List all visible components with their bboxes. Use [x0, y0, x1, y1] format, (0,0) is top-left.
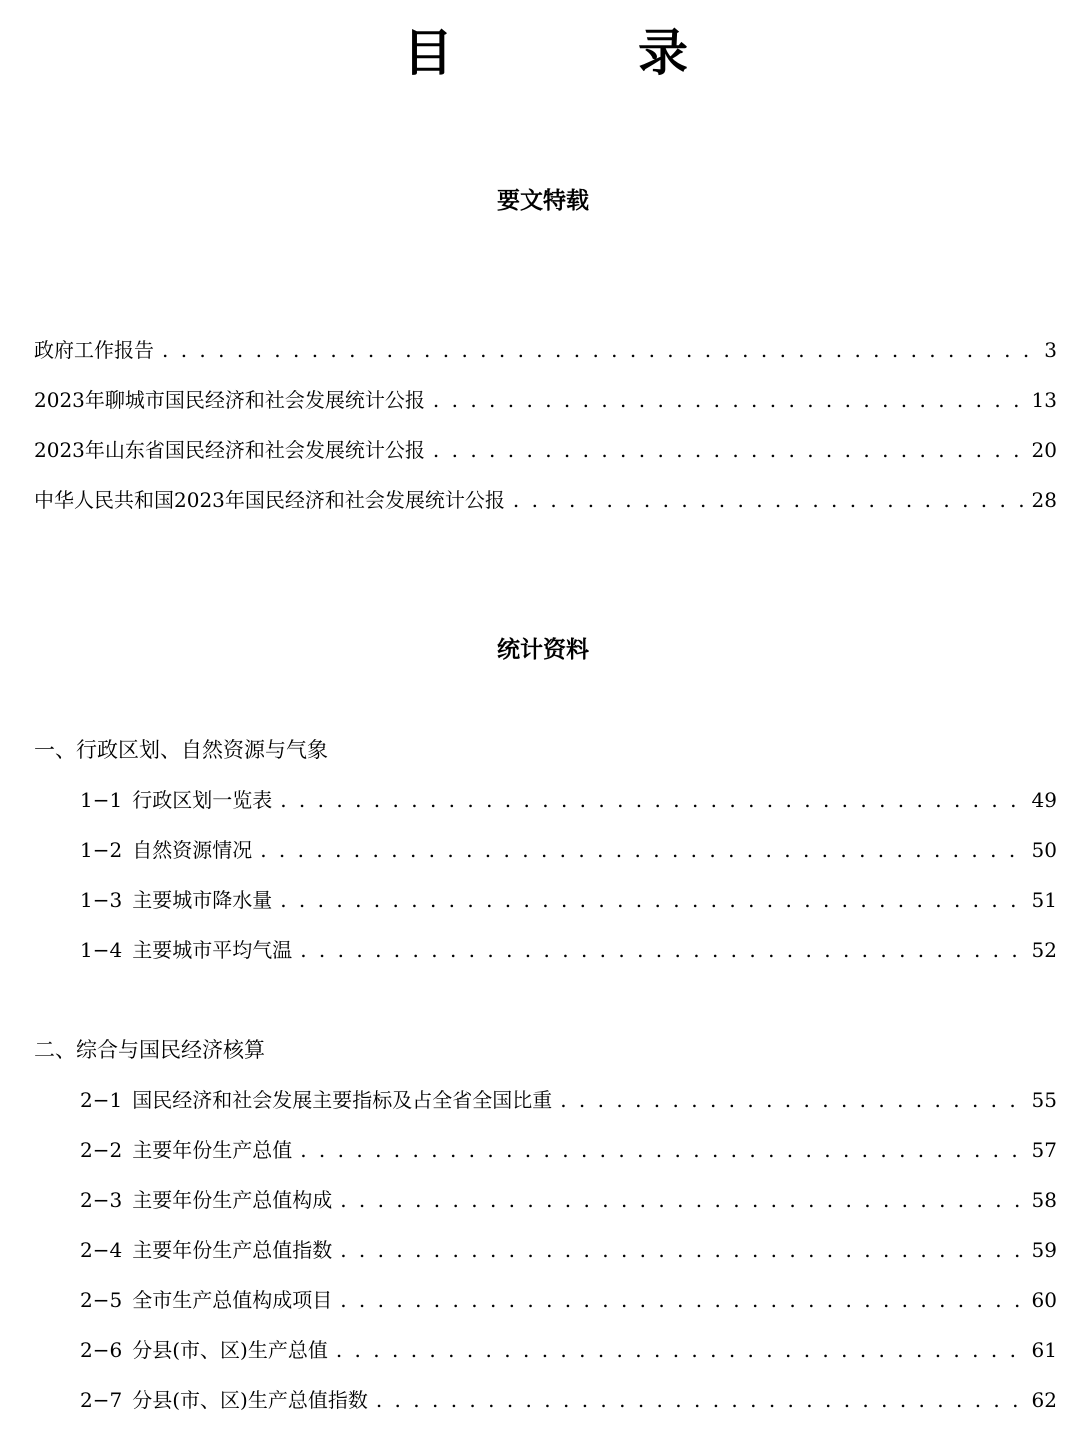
toc-entry[interactable] [80, 1335, 1057, 1365]
toc-entry-page: 58 [1031, 1188, 1057, 1212]
toc-entry-number: 2−4 [80, 1238, 123, 1262]
toc-entry-page: 61 [1031, 1338, 1057, 1362]
toc-entry[interactable] [80, 1185, 1057, 1215]
toc-entry-number: 1−1 [80, 788, 123, 812]
toc-entry-page: 20 [1031, 438, 1057, 462]
dot-leader [376, 1385, 1026, 1415]
toc-entry[interactable] [80, 785, 1057, 815]
toc-entry-number: 2−3 [80, 1188, 123, 1212]
toc-entry[interactable] [80, 1085, 1057, 1115]
toc-entry-label: 2023年聊城市国民经济和社会发展统计公报 [34, 388, 425, 412]
toc-entry-number: 1−4 [80, 938, 123, 962]
toc-entry-page: 28 [1031, 488, 1057, 512]
dot-leader [513, 485, 1026, 515]
toc-entry-label: 中华人民共和国2023年国民经济和社会发展统计公报 [34, 488, 505, 512]
page-title-char-1: 目 [403, 24, 453, 82]
toc-entry[interactable] [80, 1235, 1057, 1265]
toc-entry[interactable] [80, 835, 1057, 865]
toc-entry-page: 50 [1031, 838, 1057, 862]
toc-entry[interactable] [80, 1285, 1057, 1315]
toc-entry-page: 60 [1031, 1288, 1057, 1312]
toc-entry[interactable] [80, 1385, 1057, 1415]
group-heading: 二、综合与国民经济核算 [34, 1038, 265, 1062]
toc-entry-number: 1−3 [80, 888, 123, 912]
toc-entry-page: 51 [1031, 888, 1057, 912]
toc-entry-number: 2−5 [80, 1288, 123, 1312]
toc-entry-label: 行政区划一览表 [132, 788, 273, 812]
toc-entry-number: 2−7 [80, 1388, 123, 1412]
toc-entry-number: 2−6 [80, 1338, 123, 1362]
toc-entry[interactable] [80, 935, 1057, 965]
section-heading-featured: 要文特载 [497, 188, 589, 214]
dot-leader [560, 1085, 1025, 1115]
toc-entry[interactable] [80, 1135, 1057, 1165]
dot-leader [280, 885, 1025, 915]
toc-entry-page: 49 [1031, 788, 1057, 812]
dot-leader [300, 935, 1025, 965]
toc-entry-label: 主要年份生产总值构成 [132, 1188, 333, 1212]
toc-entry-label: 分县(市、区)生产总值指数 [132, 1388, 368, 1412]
toc-entry-label: 全市生产总值构成项目 [132, 1288, 333, 1312]
toc-entry-label: 自然资源情况 [132, 838, 253, 862]
dot-leader [260, 835, 1025, 865]
toc-entry[interactable] [34, 385, 1057, 415]
toc-entry-label: 国民经济和社会发展主要指标及占全省全国比重 [132, 1088, 553, 1112]
toc-entry-page: 13 [1031, 388, 1057, 412]
dot-leader [300, 1135, 1025, 1165]
toc-entry[interactable] [34, 335, 1057, 365]
group-heading: 一、行政区划、自然资源与气象 [34, 738, 328, 762]
toc-entry-page: 62 [1031, 1388, 1057, 1412]
dot-leader [340, 1235, 1025, 1265]
dot-leader [336, 1335, 1026, 1365]
section-heading-statistics: 统计资料 [497, 637, 589, 663]
toc-entry-number: 1−2 [80, 838, 123, 862]
toc-entry[interactable] [34, 485, 1057, 515]
toc-entry-label: 政府工作报告 [34, 338, 154, 362]
toc-entry-number: 2−2 [80, 1138, 123, 1162]
toc-entry-label: 主要城市降水量 [132, 888, 273, 912]
dot-leader [433, 385, 1026, 415]
toc-entry-label: 主要年份生产总值 [132, 1138, 293, 1162]
toc-entry-page: 59 [1031, 1238, 1057, 1262]
toc-entry-label: 分县(市、区)生产总值 [132, 1338, 328, 1362]
toc-entry[interactable] [34, 435, 1057, 465]
dot-leader [340, 1185, 1025, 1215]
dot-leader [340, 1285, 1025, 1315]
toc-entry-page: 55 [1031, 1088, 1057, 1112]
dot-leader [280, 785, 1025, 815]
dot-leader [433, 435, 1026, 465]
toc-entry-page: 3 [1044, 338, 1057, 362]
toc-entry-label: 2023年山东省国民经济和社会发展统计公报 [34, 438, 425, 462]
toc-entry-page: 57 [1031, 1138, 1057, 1162]
toc-entry[interactable] [80, 885, 1057, 915]
page-title-char-2: 录 [638, 24, 688, 82]
page-title [0, 22, 1086, 84]
toc-entry-page: 52 [1031, 938, 1057, 962]
toc-entry-label: 主要城市平均气温 [132, 938, 293, 962]
toc-entry-label: 主要年份生产总值指数 [132, 1238, 333, 1262]
toc-entry-number: 2−1 [80, 1088, 123, 1112]
dot-leader [162, 335, 1038, 365]
